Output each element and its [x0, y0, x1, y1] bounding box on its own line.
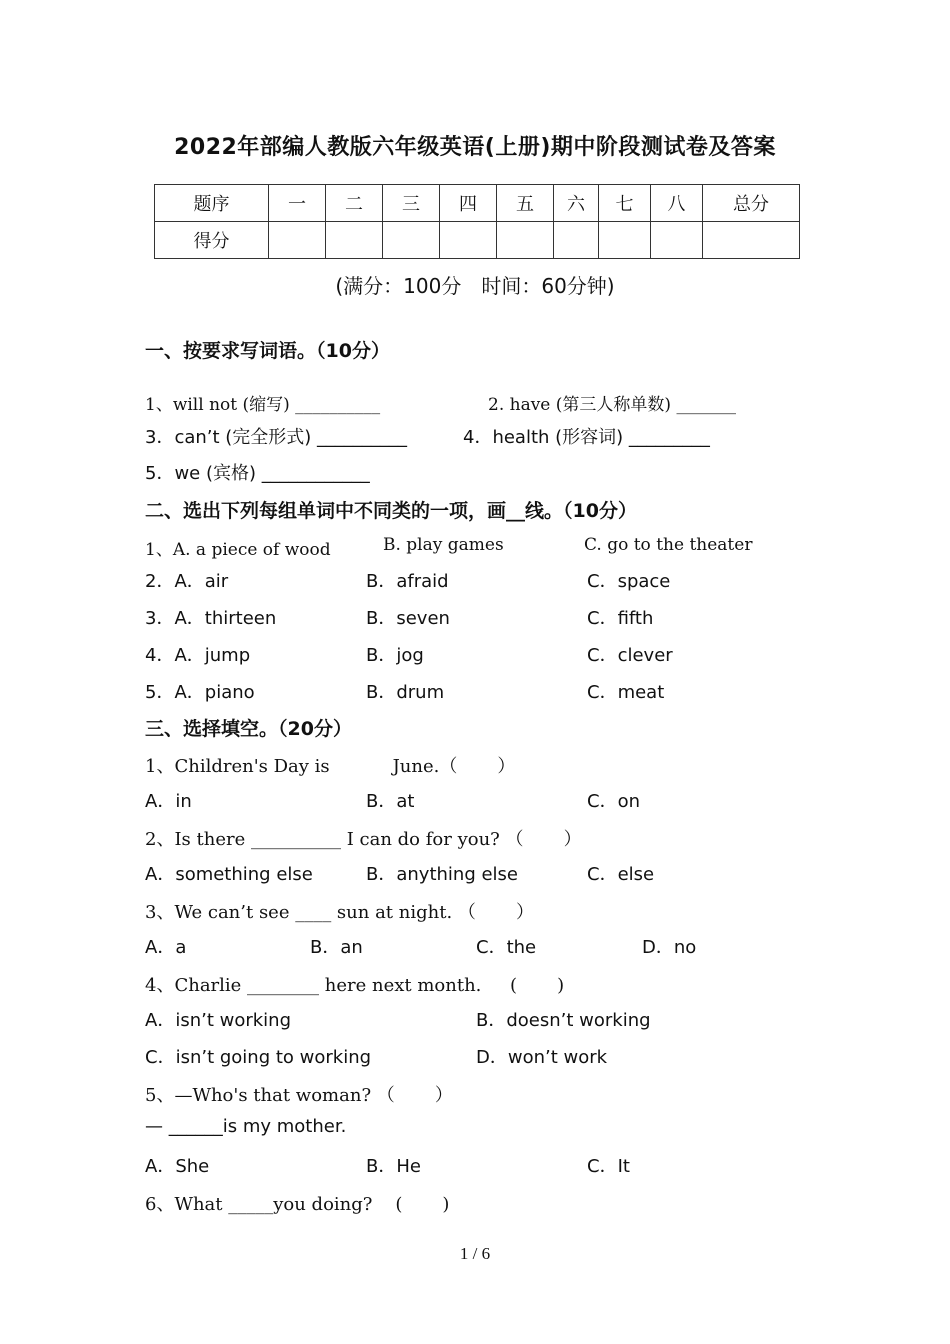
section-1-question-3: 3．can’t (完全形式) __________	[145, 427, 408, 448]
score-table-header-row	[155, 185, 800, 222]
option-a: 1、A. a piece of wood	[145, 540, 331, 560]
score-input-cell[interactable]	[703, 222, 800, 259]
score-time-note: (满分：100分 时间：60分钟)	[335, 274, 615, 298]
score-input-cell[interactable]	[440, 222, 497, 259]
score-table	[154, 184, 800, 259]
page-number: 1 / 6	[459, 1244, 491, 1263]
question-stem: 1、Children's Day is June.（ ）	[145, 756, 516, 777]
table-cell: 七	[599, 185, 651, 222]
option-a: 5．A．piano	[145, 682, 255, 703]
score-input-cell[interactable]	[599, 222, 651, 259]
option-c: C．else	[587, 864, 655, 885]
option-a: 2．A．air	[145, 571, 229, 592]
score-input-cell[interactable]	[554, 222, 599, 259]
page-title: 2022年部编人教版六年级英语(上册)期中阶段测试卷及答案	[174, 135, 776, 160]
option-c: C．It	[587, 1156, 630, 1177]
table-cell: 二	[326, 185, 383, 222]
option-a: A．a	[145, 937, 187, 958]
table-cell: 五	[497, 185, 554, 222]
option-a: A．She	[145, 1156, 210, 1177]
question-line: — ______is my mother.	[145, 1116, 347, 1137]
score-input-cell[interactable]	[497, 222, 554, 259]
option-c: C．the	[476, 937, 537, 958]
section-1-question-4: 4．health (形容词) _________	[463, 427, 710, 448]
score-input-cell[interactable]	[269, 222, 326, 259]
option-b: B．jog	[366, 645, 424, 666]
table-cell: 题序	[155, 185, 269, 222]
table-cell: 六	[554, 185, 599, 222]
question-stem: 4、Charlie ________ here next month. ( )	[145, 975, 565, 996]
option-d: D．won’t work	[476, 1047, 608, 1068]
option-a: A．in	[145, 791, 192, 812]
section-1-heading: 一、按要求写词语。（10分）	[145, 340, 390, 362]
option-c: C. go to the theater	[584, 535, 753, 555]
question-stem: 2、Is there __________ I can do for you? （ ）	[145, 829, 582, 850]
option-b: B．at	[366, 791, 415, 812]
option-a: 4．A．jump	[145, 645, 251, 666]
option-b: B．drum	[366, 682, 445, 703]
section-2-heading: 二、选出下列每组单词中不同类的一项，画__线。（10分）	[145, 500, 637, 522]
option-b: B．afraid	[366, 571, 449, 592]
question-stem: 5、—Who's that woman? （ ）	[145, 1085, 453, 1106]
option-d: D．no	[642, 937, 697, 958]
table-cell: 四	[440, 185, 497, 222]
option-b: B．He	[366, 1156, 421, 1177]
option-c: C．fifth	[587, 608, 654, 629]
option-b: B．anything else	[366, 864, 518, 885]
option-c: C．meat	[587, 682, 665, 703]
option-c: C．on	[587, 791, 640, 812]
option-c: C．clever	[587, 645, 673, 666]
section-1-question-5: 5．we (宾格) ____________	[145, 463, 370, 484]
score-input-cell[interactable]	[326, 222, 383, 259]
section-1-question-2: 2. have (第三人称单数) _______	[488, 395, 736, 415]
table-cell: 得分	[155, 222, 269, 259]
option-b: B．an	[310, 937, 363, 958]
option-b: B．seven	[366, 608, 450, 629]
section-1-question-1: 1、will not (缩写) __________	[145, 395, 381, 415]
table-cell: 三	[383, 185, 440, 222]
option-b: B. play games	[383, 535, 504, 555]
table-cell: 总分	[703, 185, 800, 222]
table-cell: 一	[269, 185, 326, 222]
score-input-cell[interactable]	[651, 222, 703, 259]
option-c: C．space	[587, 571, 671, 592]
table-cell: 八	[651, 185, 703, 222]
option-b: B．doesn’t working	[476, 1010, 651, 1031]
score-input-cell[interactable]	[383, 222, 440, 259]
option-a: 3．A．thirteen	[145, 608, 277, 629]
question-stem: 6、What _____you doing? ( )	[145, 1194, 450, 1215]
question-stem: 3、We can’t see ____ sun at night. （ ）	[145, 902, 534, 923]
option-a: A．something else	[145, 864, 313, 885]
option-c: C．isn’t going to working	[145, 1047, 372, 1068]
section-3-heading: 三、选择填空。（20分）	[145, 718, 352, 740]
score-table-score-row	[155, 222, 800, 259]
option-a: A．isn’t working	[145, 1010, 291, 1031]
